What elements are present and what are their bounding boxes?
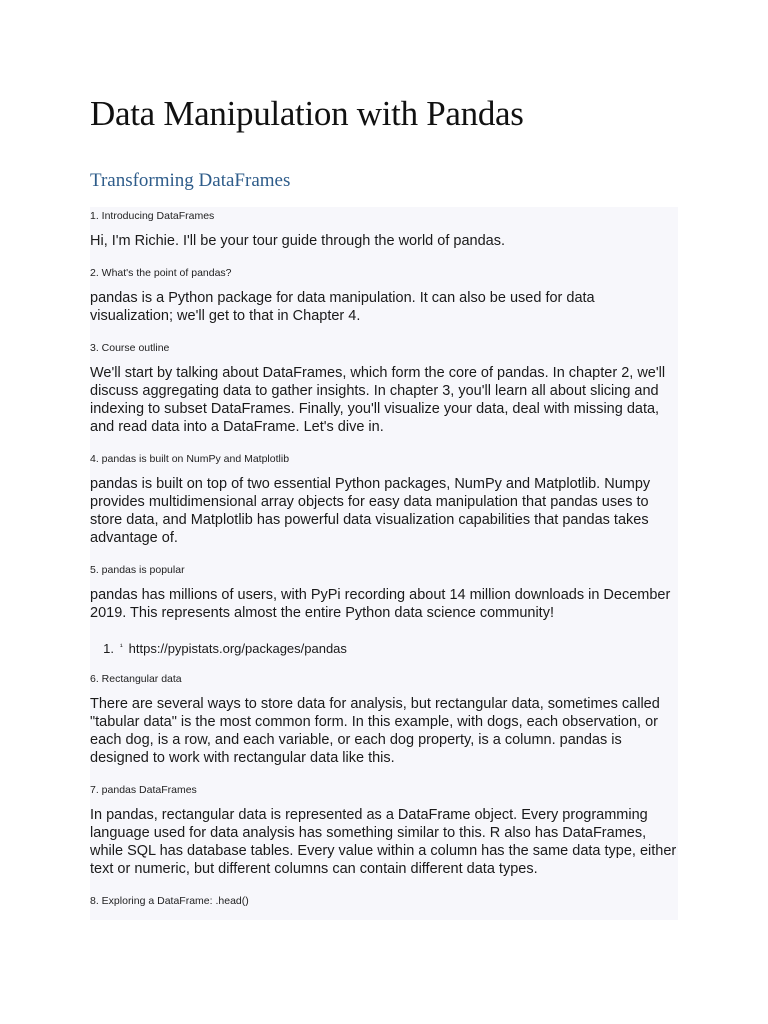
item-heading: 5. pandas is popular [90, 564, 185, 576]
footnote-marker: ¹ [120, 642, 123, 651]
item-body: In pandas, rectangular data is represented as a DataFrame object. Every programming language used for data analysis has something similar to this. R also has DataFrames, while SQL has database tables. Every value within a column has the same data type, either text or numeric, but different columns can contain different data types. [90, 807, 677, 877]
source-link[interactable]: https://pypistats.org/packages/pandas [128, 641, 347, 656]
transcript-item [90, 266, 678, 325]
item-heading: 3. Course outline [90, 342, 170, 354]
item-body: pandas is a Python package for data manipulation. It can also be used for data visualization; we'll get to that in Chapter 4. [90, 290, 595, 324]
item-body: pandas is built on top of two essential Python packages, NumPy and Matplotlib. Numpy provides multidimensional array objects for easy data manipulation that pandas uses to store data, and Matplotlib has powerful data visualization capabilities that pandas takes advantage of. [90, 476, 651, 546]
transcript-content [90, 207, 678, 920]
item-heading: 2. What's the point of pandas? [90, 267, 232, 279]
item-body: pandas has millions of users, with PyPi recording about 14 million downloads in December 2019. This represents almost the entire Python data science community! [90, 587, 671, 621]
document-title: Data Manipulation with Pandas [90, 94, 524, 133]
item-heading: 6. Rectangular data [90, 673, 182, 685]
list-number: 1. [103, 641, 114, 656]
item-heading: 1. Introducing DataFrames [90, 210, 215, 222]
transcript-item [90, 452, 678, 547]
item-body: There are several ways to store data for analysis, but rectangular data, sometimes called "tabular data" is the most common form. In this example, with dogs, each observation, or each dog, is a row, and each variable, or each dog property, is a column. pandas is designed to work with rectangular data like this. [90, 696, 660, 766]
transcript-item [90, 894, 678, 908]
item-heading: 8. Exploring a DataFrame: .head() [90, 895, 249, 907]
transcript-item [90, 563, 678, 658]
item-heading: 4. pandas is built on NumPy and Matplotlib [90, 453, 290, 465]
transcript-item [90, 341, 678, 436]
section-title: Transforming DataFrames [90, 170, 291, 191]
transcript-item [90, 207, 678, 250]
transcript-item [90, 672, 678, 767]
source-list-item [90, 638, 678, 658]
transcript-item [90, 783, 678, 878]
item-heading: 7. pandas DataFrames [90, 784, 197, 796]
source-list [90, 638, 678, 658]
item-body: Hi, I'm Richie. I'll be your tour guide through the world of pandas. [90, 233, 505, 249]
item-body: We'll start by talking about DataFrames, which form the core of pandas. In chapter 2, we'll discuss aggregating data to gather insights. In chapter 3, you'll learn all about slicing and indexing to subset DataFrames. Finally, you'll visualize your data, deal with missing data, and read data into a DataFrame. Let's dive in. [90, 365, 666, 435]
